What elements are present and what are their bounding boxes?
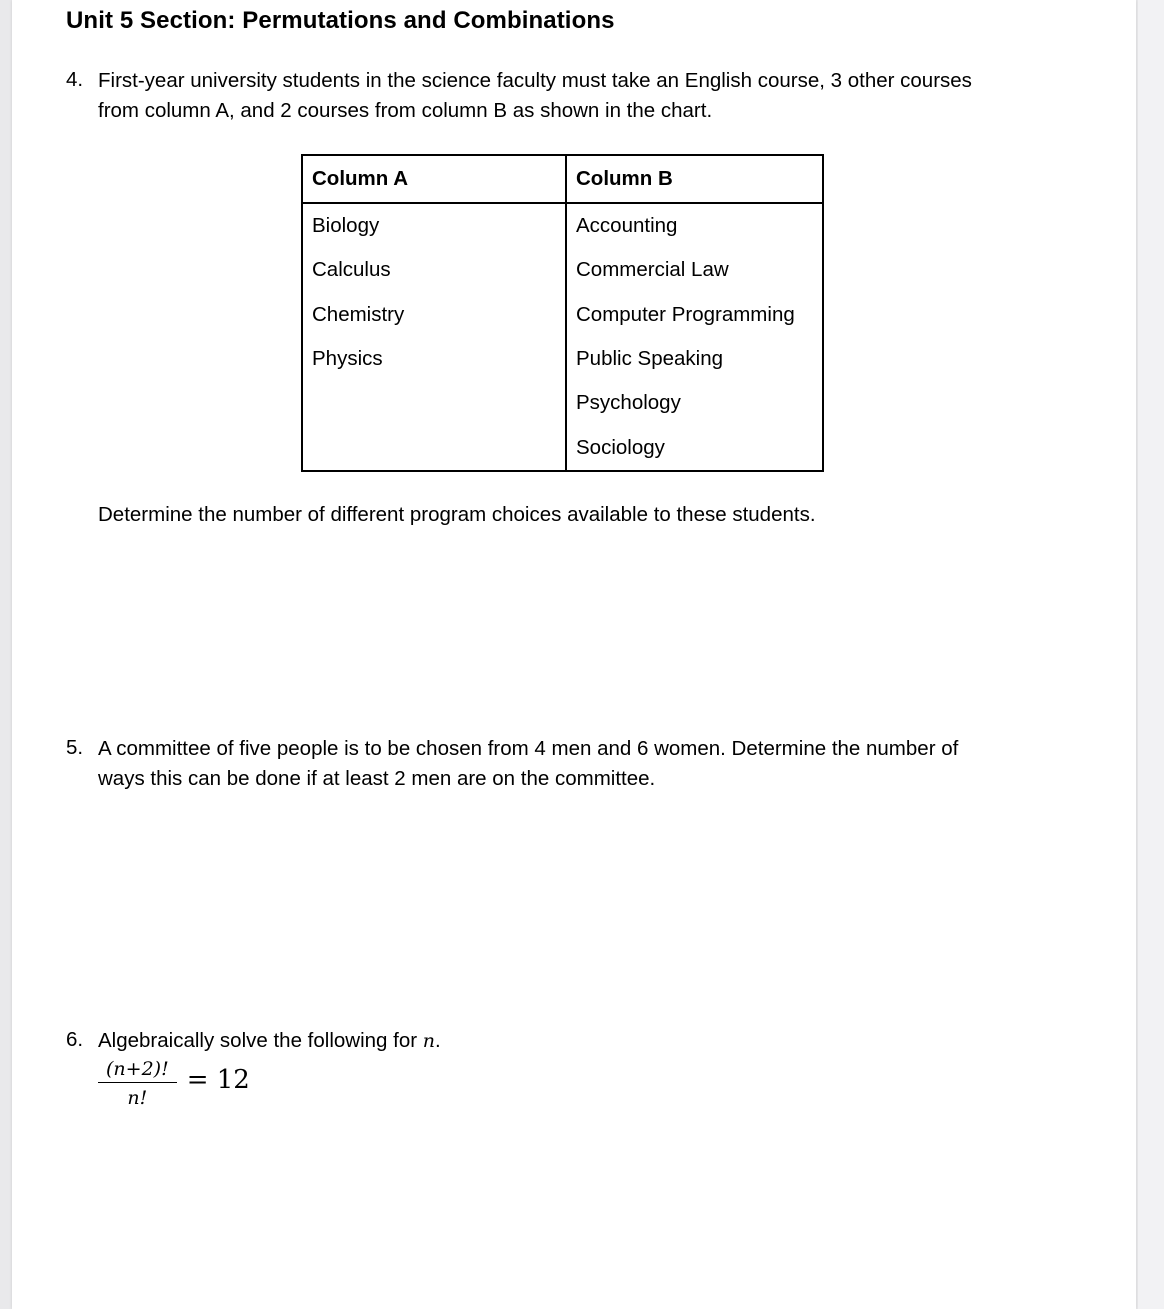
column-a-cell: Biology — [302, 203, 566, 248]
column-a-header: Column A — [302, 155, 566, 203]
question-6-text — [98, 1026, 441, 1056]
column-a-cell — [302, 381, 566, 425]
course-table — [301, 154, 824, 472]
fraction-numerator: (n+2)! — [98, 1058, 177, 1083]
table-row — [302, 203, 823, 248]
table-row — [302, 426, 823, 471]
question-5-line-2: ways this can be done if at least 2 men are on the committee. — [98, 767, 656, 790]
fraction-denominator: n! — [127, 1087, 148, 1109]
column-b-cell: Computer Programming — [566, 293, 823, 337]
question-6-number: 6. — [66, 1028, 84, 1051]
column-b-cell: Commercial Law — [566, 248, 823, 292]
equation-rhs: = 12 — [186, 1064, 250, 1095]
question-5-number: 5. — [66, 736, 84, 759]
table-row — [302, 337, 823, 381]
variable-n: n — [422, 1030, 436, 1052]
page-title: Unit 5 Section: Permutations and Combinations — [66, 7, 615, 34]
column-b-header: Column B — [566, 155, 823, 203]
question-4-number: 4. — [66, 68, 84, 91]
question-4-line-1: First-year university students in the science faculty must take an English course, 3 other courses — [98, 69, 972, 92]
question-4-prompt: Determine the number of different program choices available to these students. — [98, 503, 816, 526]
column-b-cell: Public Speaking — [566, 337, 823, 381]
question-6-period: . — [435, 1029, 441, 1052]
column-a-cell — [302, 426, 566, 471]
question-5-text — [98, 734, 958, 794]
question-5-line-1: A committee of five people is to be chosen from 4 men and 6 women. Determine the number of — [98, 737, 959, 760]
table-row — [302, 293, 823, 337]
column-a-cell: Chemistry — [302, 293, 566, 337]
column-b-cell: Psychology — [566, 381, 823, 425]
question-4-line-2: from column A, and 2 courses from column B as shown in the chart. — [98, 99, 713, 122]
table-row — [302, 248, 823, 292]
next-page-edge — [1138, 0, 1164, 1309]
table-header-row — [302, 155, 823, 203]
question-6-instruction: Algebraically solve the following for — [98, 1029, 418, 1052]
column-a-cell: Calculus — [302, 248, 566, 292]
column-a-cell: Physics — [302, 337, 566, 381]
table-row — [302, 381, 823, 425]
fraction — [98, 1058, 177, 1109]
factorial-equation — [98, 1058, 250, 1109]
column-b-cell: Sociology — [566, 426, 823, 471]
column-b-cell: Accounting — [566, 203, 823, 248]
question-4-text — [98, 66, 972, 126]
